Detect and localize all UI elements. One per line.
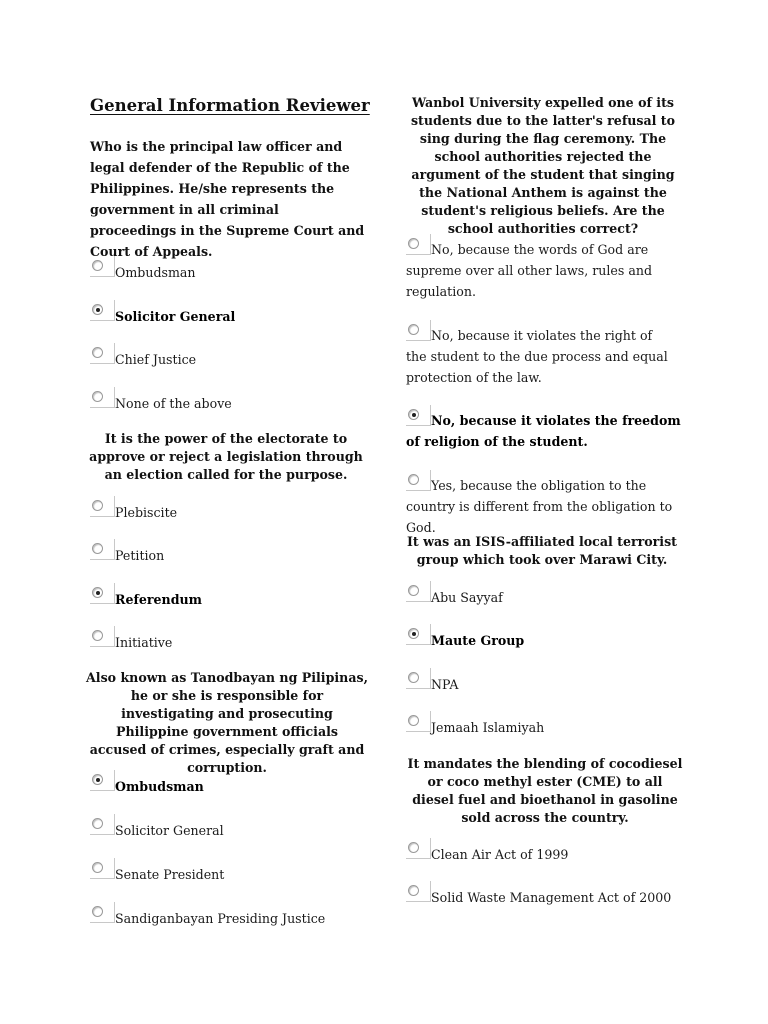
option-label: Clean Air Act of 1999 [431, 847, 569, 862]
option-label: Petition [115, 548, 165, 563]
option-label: Jemaah Islamiyah [431, 720, 545, 735]
question-2-text: It is the power of the electorate to approve or reject a legislation through an election called for the purpose. [89, 431, 363, 482]
radio-button[interactable] [92, 347, 103, 358]
radio-button[interactable] [92, 391, 103, 402]
radio-button[interactable] [92, 862, 103, 873]
radio-button[interactable] [408, 885, 419, 896]
option-label: Solicitor General [115, 309, 236, 324]
question-3-text: Also known as Tanodbayan ng Pilipinas, he or she is responsible for investigating and prosecuting Philippine government officials accused of crimes, especially graft and corruption. [86, 670, 368, 775]
question-4-text: Wanbol University expelled one of its students due to the latter's refusal to sing during the flag ceremony. The school authorities rejected the argument of the student that singing the National Anthem is against the student's religious beliefs. Are the school authorities correct? [410, 95, 676, 236]
radio-button[interactable] [408, 842, 419, 853]
q4-option-1[interactable] [406, 234, 686, 302]
option-label: NPA [431, 677, 459, 692]
option-label: Chief Justice [115, 352, 197, 367]
question-1-text: Who is the principal law officer and legal defender of the Republic of the Philippines. He/she represents the government in all criminal proceedings in the Supreme Court and Court of Appeals. [90, 139, 365, 259]
radio-button[interactable] [92, 260, 103, 271]
radio-button[interactable] [408, 585, 419, 596]
question-6-text: It mandates the blending of cocodiesel or coco methyl ester (CME) to all diesel fuel and bioethanol in gasoline sold across the country. [407, 756, 683, 825]
radio-button-selected[interactable] [92, 304, 103, 315]
option-label: Maute Group [431, 633, 525, 648]
option-label: Ombudsman [115, 265, 196, 280]
option-label: Initiative [115, 635, 173, 650]
radio-button[interactable] [92, 500, 103, 511]
option-label: Abu Sayyaf [431, 590, 503, 605]
radio-button[interactable] [92, 818, 103, 829]
option-label: None of the above [115, 396, 232, 411]
radio-button[interactable] [408, 474, 419, 485]
option-label: Solid Waste Management Act of 2000 [431, 890, 672, 905]
radio-button[interactable] [408, 715, 419, 726]
question-5-text: It was an ISIS-affiliated local terrorist group which took over Marawi City. [407, 534, 677, 567]
page-title: General Information Reviewer [90, 96, 370, 115]
radio-button[interactable] [92, 906, 103, 917]
option-label: No, because the words of God are supreme over all other laws, rules and regulation. [406, 242, 653, 299]
q4-option-4[interactable] [406, 470, 686, 538]
radio-button-selected[interactable] [408, 409, 419, 420]
option-label: Ombudsman [115, 779, 204, 794]
radio-button[interactable] [92, 630, 103, 641]
option-label: Sandiganbayan Presiding Justice [115, 911, 326, 926]
option-label: Senate President [115, 867, 225, 882]
option-label: No, because it violates the right of the student to the due process and equal protection of the law. [406, 328, 668, 385]
q4-option-3[interactable] [406, 405, 686, 452]
radio-button-selected[interactable] [92, 587, 103, 598]
option-label: Plebiscite [115, 505, 178, 520]
option-label: Referendum [115, 592, 203, 607]
q4-option-2[interactable] [406, 320, 686, 388]
option-label: Solicitor General [115, 823, 224, 838]
radio-button[interactable] [408, 324, 419, 335]
option-label: No, because it violates the freedom of religion of the student. [406, 413, 681, 449]
radio-button[interactable] [408, 238, 419, 249]
radio-button[interactable] [92, 543, 103, 554]
radio-button-selected[interactable] [408, 628, 419, 639]
option-label: Yes, because the obligation to the country is different from the obligation to God. [406, 478, 673, 535]
radio-button[interactable] [408, 672, 419, 683]
radio-button-selected[interactable] [92, 774, 103, 785]
